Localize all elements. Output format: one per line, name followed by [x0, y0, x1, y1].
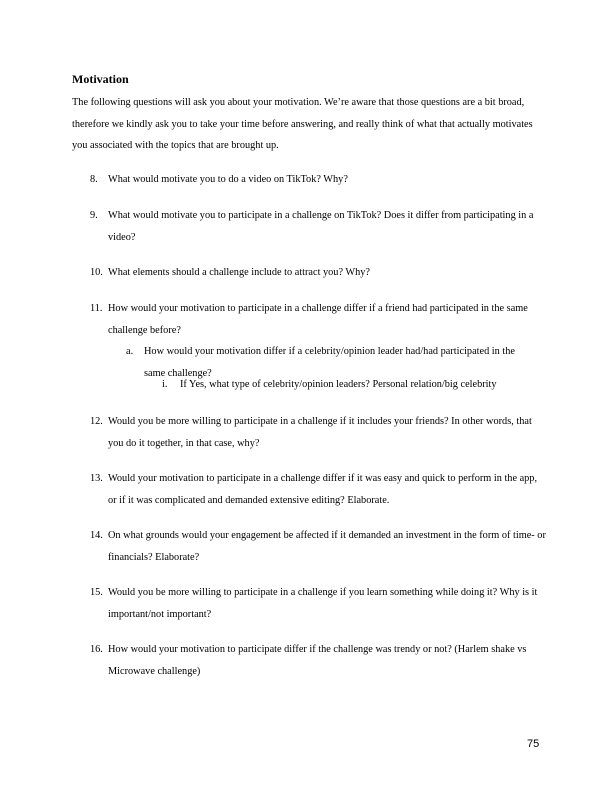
question-number: 14.	[90, 530, 103, 541]
question-text: What elements should a challenge include to attract you? Why?	[108, 267, 370, 278]
question-number: 15.	[90, 587, 103, 598]
subquestion-letter: a.	[126, 346, 134, 357]
section-heading: Motivation	[72, 72, 129, 86]
question-number: 16.	[90, 644, 103, 655]
question-text: How would your motivation to participate differ if the challenge was trendy or not? (Harlem shake vs Microwave challenge)	[108, 644, 527, 677]
question-11a-i	[162, 374, 542, 396]
question-number: 13.	[90, 473, 103, 484]
question-number: 9.	[90, 210, 98, 221]
question-9	[90, 205, 548, 248]
question-14	[90, 525, 548, 568]
question-13	[90, 468, 548, 511]
subquestion-text: How would your motivation differ if a celebrity/opinion leader had/had participated in the same challenge?	[144, 346, 515, 379]
page-number: 75	[527, 738, 540, 750]
question-number: 12.	[90, 416, 103, 427]
question-text: Would you be more willing to participate in a challenge if it includes your friends? In other words, that you do it together, in that case, why?	[108, 416, 532, 449]
question-10	[90, 262, 548, 284]
question-8	[90, 169, 548, 191]
question-text: Would your motivation to participate in a challenge differ if it was easy and quick to perform in the app, or if it was complicated and demanded extensive editing? Elaborate.	[108, 473, 538, 506]
question-11	[90, 298, 548, 341]
subquestion-text: If Yes, what type of celebrity/opinion leaders? Personal relation/big celebrity	[180, 379, 497, 390]
question-text: Would you be more willing to participate in a challenge if you learn something while doing it? Why is it important/not important?	[108, 587, 538, 620]
subquestion-numeral: i.	[162, 379, 168, 390]
question-text: How would your motivation to participate in a challenge differ if a friend had participated in the same challenge before?	[108, 303, 528, 336]
question-15	[90, 582, 548, 625]
section-intro: The following questions will ask you about your motivation. We’re aware that those questions are a bit broad, therefore we kindly ask you to take your time before answering, and really think of what that actually motivates you associated with the topics that are brought up.	[72, 97, 533, 151]
question-16	[90, 639, 548, 682]
question-number: 11.	[90, 303, 103, 314]
question-number: 10.	[90, 267, 103, 278]
question-number: 8.	[90, 174, 98, 185]
question-text: What would motivate you to do a video on TikTok? Why?	[108, 174, 348, 185]
question-text: On what grounds would your engagement be affected if it demanded an investment in the form of time- or financials? Elaborate?	[108, 530, 546, 563]
question-text: What would motivate you to participate in a challenge on TikTok? Does it differ from participating in a video?	[108, 210, 534, 243]
question-12	[90, 411, 548, 454]
